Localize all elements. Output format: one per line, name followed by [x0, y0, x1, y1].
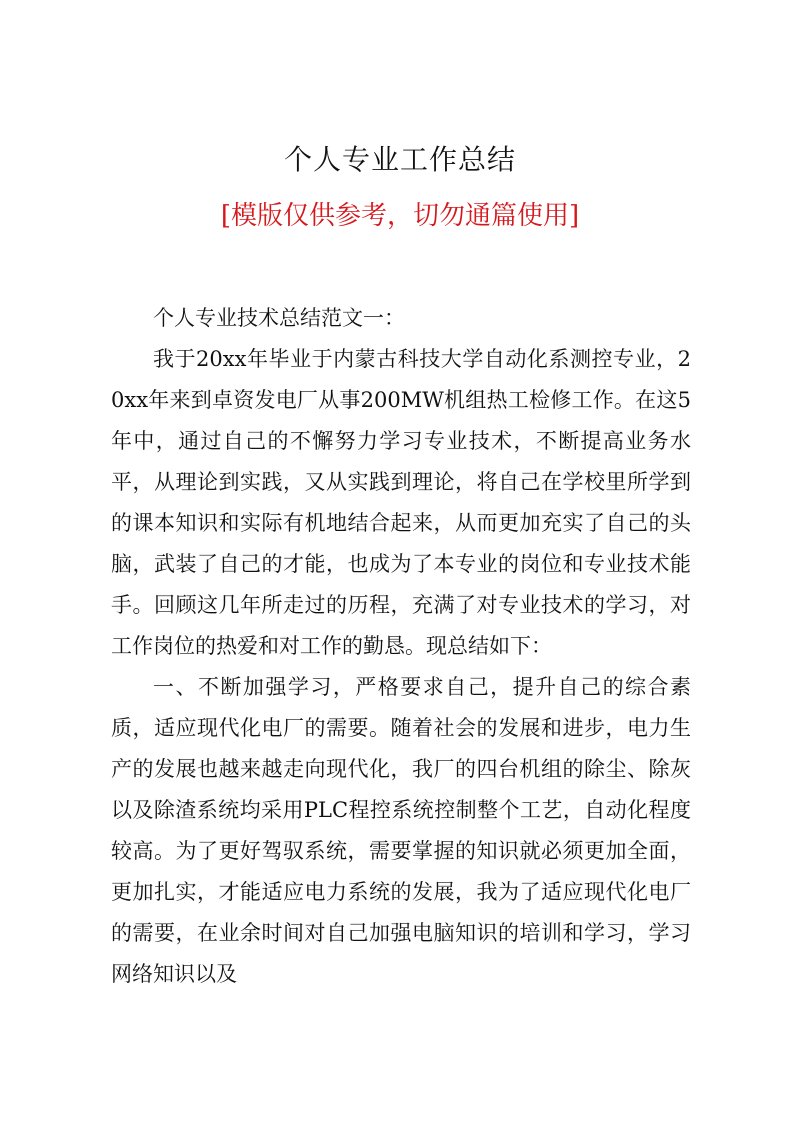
- paragraph-intro: 我于20xx年毕业于内蒙古科技大学自动化系测控专业，20xx年来到卓资发电厂从事200MW机组热工检修工作。在这5年中，通过自己的不懈努力学习专业技术，不断提高业务水平，从理论到实践，又从实践到理论，将自己在学校里所学到的课本知识和实际有机地结合起来，从而更加充实了自己的头脑，武装了自己的才能，也成为了本专业的岗位和专业技术能手。回顾这几年所走过的历程，充满了对专业技术的学习，对工作岗位的热爱和对工作的勤恳。现总结如下：: [111, 347, 691, 658]
- paragraph-heading: 个人专业技术总结范文一：: [153, 306, 405, 330]
- document-title: 个人专业工作总结: [283, 143, 516, 176]
- template-notice: [模版仅供参考，切勿通篇使用]: [220, 201, 580, 231]
- document-body: [111, 298, 691, 995]
- paragraph-section-one: 一、不断加强学习，严格要求自己，提升自己的综合素质，适应现代化电厂的需要。随着社会的发展和进步，电力生产的发展也越来越走向现代化，我厂的四台机组的除尘、除灰以及除渣系统均采用PLC程控系统控制整个工艺，自动化程度较高。为了更好驾驭系统，需要掌握的知识就必须更加全面，更加扎实，才能适应电力系统的发展，我为了适应现代化电厂的需要，在业余时间对自己加强电脑知识的培训和学习，学习网络知识以及: [111, 675, 691, 986]
